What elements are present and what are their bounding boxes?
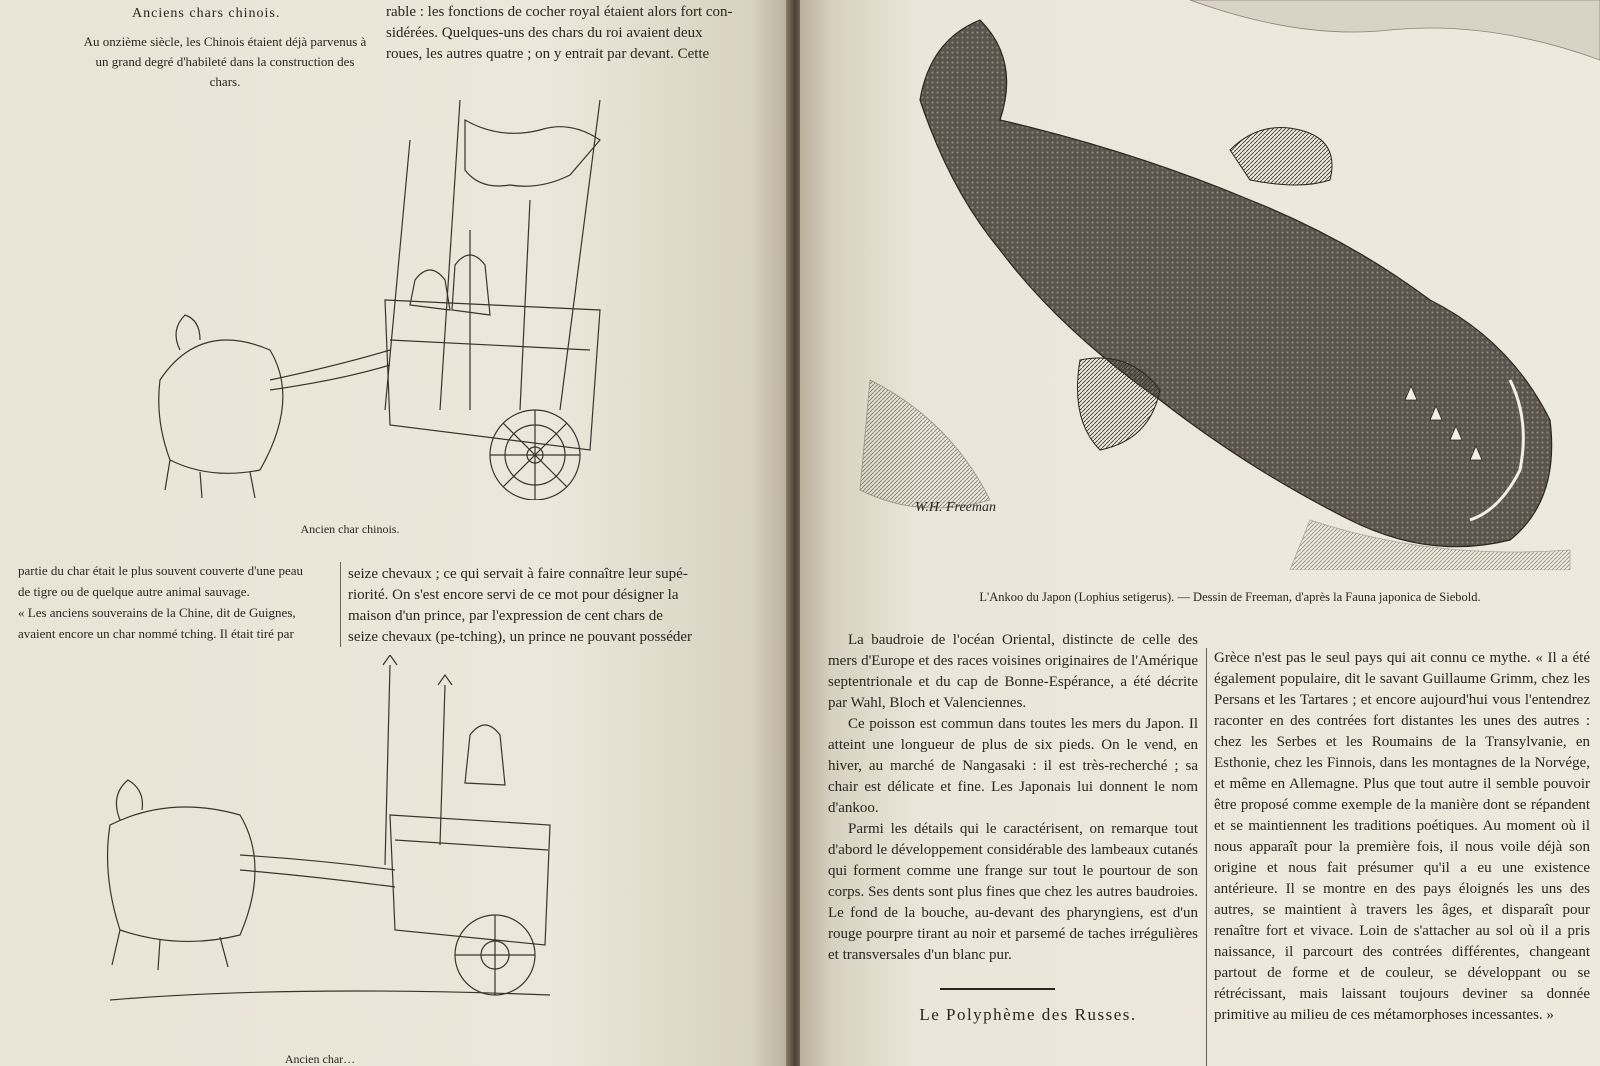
section-rule bbox=[940, 988, 1055, 990]
chariot-illustration-1 bbox=[140, 80, 620, 500]
right-page bbox=[800, 0, 1600, 1066]
text-line: seize chevaux ; ce qui servait à faire connaître leur supé- bbox=[348, 566, 688, 582]
right-column bbox=[348, 564, 718, 648]
figure-1-caption: Ancien char chinois. bbox=[300, 522, 400, 536]
chariot-illustration-2 bbox=[90, 655, 570, 1035]
intro-text: Au onzième siècle, les Chinois étaient déjà parvenus à un grand degré d'habileté dans la construction des chars. bbox=[83, 34, 367, 89]
column-divider bbox=[340, 562, 341, 647]
text-line: riorité. On s'est encore servi de ce mot pour désigner la bbox=[348, 587, 679, 603]
text-line: rable : les fonctions de cocher royal étaient alors fort con- bbox=[386, 4, 733, 20]
text-line: seize chevaux (pe-tching), un prince ne pouvant posséder bbox=[348, 629, 693, 645]
paragraph: Parmi les détails qui le caractérisent, on remarque tout d'abord le développement considérable des lambeaux cutanés qui forment comme une frange sur tout le pourtour de son corps. Ses dents sont plus fines que chez les autres baudroies. Le fond de la bouche, au-devant des pharyngiens, est d'un rouge pourpre tirant au noir et parsemé de taches irrégulières et transversales d'un blanc pur. bbox=[828, 821, 1198, 963]
figure-2-caption: Ancien char… bbox=[284, 1052, 356, 1066]
text-line: sidérées. Quelques-uns des chars du roi avaient deux bbox=[386, 25, 703, 41]
text-line: maison d'un prince, par l'expression de cent chars de bbox=[348, 608, 663, 624]
text-line: avaient encore un char nommé tching. Il était tiré par bbox=[18, 626, 294, 641]
next-article-title: Le Polyphème des Russes. bbox=[919, 1005, 1137, 1024]
text-line: « Les anciens souverains de la Chine, dit de Guignes, bbox=[18, 605, 296, 620]
section-title: Anciens chars chinois. bbox=[132, 6, 281, 21]
column-divider bbox=[1206, 648, 1207, 1066]
engraver-signature: W.H. Freeman bbox=[915, 500, 997, 515]
fish-figure-caption: L'Ankoo du Japon (Lophius setigerus). — Dessin de Freeman, d'après la Fauna japonica de Siebold. bbox=[979, 590, 1481, 604]
left-column bbox=[18, 560, 333, 644]
text-line: partie du char était le plus souvent couverte d'une peau bbox=[18, 563, 303, 578]
text-line: de tigre ou de quelque autre animal sauvage. bbox=[18, 584, 250, 599]
paragraph: Grèce n'est pas le seul pays qui ait connu ce mythe. « Il a été également populaire, dit le savant Guillaume Grimm, chez les Persans et les Tartares ; et encore aujourd'hui vous l'entendrez raconter en des contrées fort distantes les unes des autres : chez les Serbes et les Roumains de la Transylvanie, en Esthonie, chez les Finnois, dans les montagnes de la Norvége, et même en Allemagne. Plus que tout autre il semble pouvoir être proposé comme exemple de la manière dont se répandent et se maintiennent les traditions poétiques. Au moment où il nous apparaît pour la première fois, il nous voile déjà son origine et nous fait présumer qu'il a eu une existence antérieure. Il se montre en des pays éloignés les uns des autres, se maintient à travers les âges, et disparaît pour renaître fort et vivace. Loin de s'attacher au sol où il a pris naissance, il parcourt des contrées différentes, changeant partout de forme et de couleur, se développant ou se rétrécissant, mais laissant toujours deviner sa donnée primitive au milieu de ces métamorphoses incessantes. » bbox=[1214, 650, 1590, 1023]
top-right-column bbox=[386, 2, 746, 65]
text-line: roues, les autres quatre ; on y entrait par devant. Cette bbox=[386, 46, 710, 62]
paragraph: La baudroie de l'océan Oriental, distincte de celle des mers d'Europe et des races voisines originaires de l'Amérique septentrionale et du cap de Bonne-Espérance, a été décrite par Wahl, Bloch et Valenciennes. bbox=[828, 632, 1198, 711]
article-column-2 bbox=[1214, 648, 1590, 1026]
left-page bbox=[0, 0, 790, 1066]
paragraph: Ce poisson est commun dans toutes les mers du Japon. Il atteint une longueur de plus de six pieds. On le vend, en hiver, au marché de Nangasaki : il est très-recherché ; sa chair est délicate et fine. Les Japonais lui donnent le nom d'ankoo. bbox=[828, 716, 1198, 816]
anglerfish-engraving bbox=[830, 0, 1600, 570]
article-column-1 bbox=[828, 630, 1198, 966]
